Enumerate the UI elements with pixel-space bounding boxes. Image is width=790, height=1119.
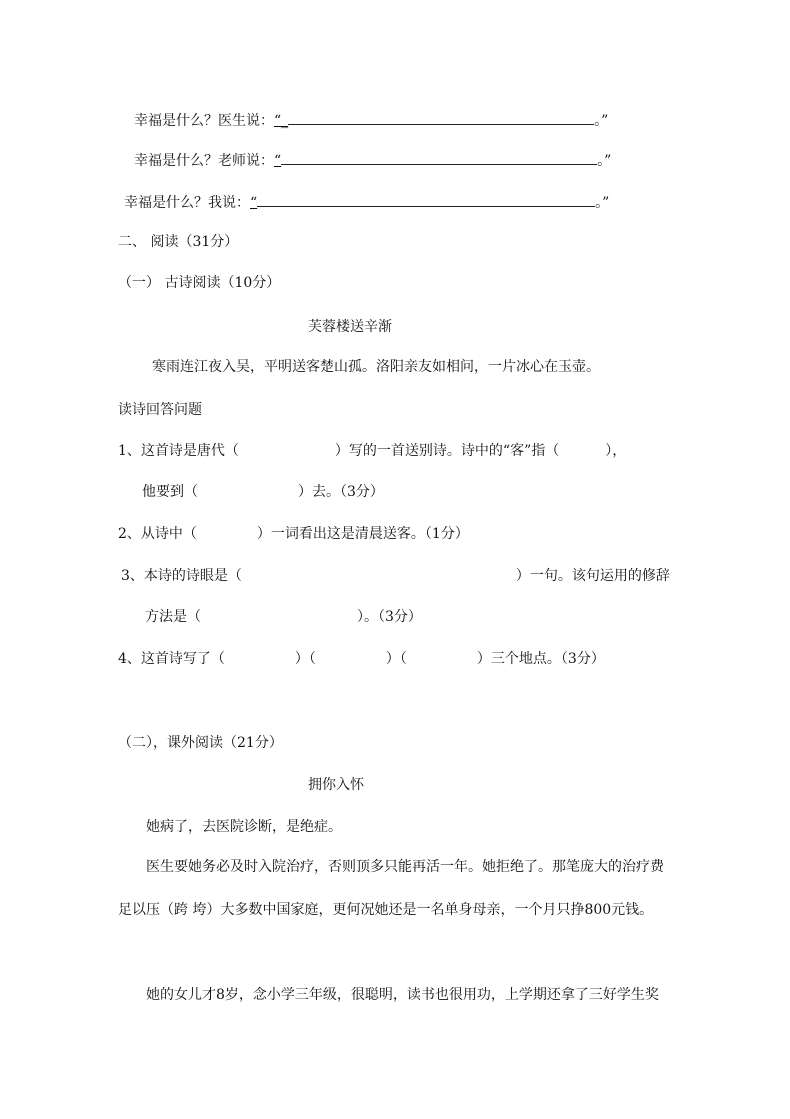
happiness-teacher-line [134, 150, 611, 170]
question-3-line-1 [121, 567, 670, 585]
teacher-prefix: 幸福是什么？老师说： [134, 153, 274, 169]
question-1-line-1 [118, 442, 626, 460]
q1-text-c: ）， [605, 443, 627, 459]
q4-text-a: 4、这首诗写了（ [118, 651, 225, 667]
reading-paragraph-2-line-1: 医生要她务必及时入院治疗，否则顶多只能再活一年。她拒绝了。那笔庞大的治疗费 [146, 859, 664, 875]
q3-text-d: ）。（3分） [357, 609, 422, 625]
poem-title: 芙蓉楼送辛渐 [308, 319, 392, 335]
me-answer-blank[interactable] [257, 192, 595, 207]
me-prefix: 幸福是什么？我说： [124, 195, 250, 211]
q2-text-a: 2、从诗中（ [118, 526, 197, 542]
reading-section-heading: （二），课外阅读（21分） [118, 735, 283, 751]
happiness-me-line [124, 192, 609, 212]
question-4 [118, 650, 605, 668]
q4-text-c: ）（ [385, 651, 407, 667]
q1-text-d: 他要到（ [142, 484, 198, 500]
q3-text-c: 方法是（ [145, 609, 201, 625]
section-reading-heading: 二、 阅读（31分） [118, 234, 239, 250]
poem-section-heading: （一） 古诗阅读（10分） [118, 275, 281, 291]
me-close-quote: 。” [595, 195, 610, 211]
question-3-line-2 [145, 608, 422, 626]
q1-text-a: 1、这首诗是唐代（ [118, 443, 239, 459]
reading-paragraph-3: 她的女儿才8岁，念小学三年级，很聪明，读书也很用功，上学期还拿了三好学生奖 [146, 987, 659, 1003]
doctor-open-quote: “_ [274, 113, 289, 129]
doctor-answer-blank[interactable] [288, 110, 594, 125]
teacher-close-quote: 。” [597, 153, 612, 169]
poem-instruction: 读诗回答问题 [118, 402, 202, 418]
teacher-open-quote: “ [274, 153, 282, 169]
doctor-prefix: 幸福是什么？医生说： [134, 113, 274, 129]
q1-text-b: ）写的一首送别诗。诗中的“客”指（ [334, 443, 560, 459]
q4-text-b: ）（ [294, 651, 316, 667]
reading-paragraph-2-line-2: 足以压（跨 垮）大多数中国家庭，更何况她还是一名单身母亲，一个月只挣800元钱。 [118, 902, 654, 918]
q3-text-a: 3、本诗的诗眼是（ [121, 568, 242, 584]
question-1-line-2 [142, 483, 384, 501]
q4-text-d: ）三个地点。（3分） [476, 651, 605, 667]
question-2 [118, 525, 469, 543]
poem-text: 寒雨连江夜入吴，平明送客楚山孤。洛阳亲友如相问，一片冰心在玉壶。 [152, 359, 600, 375]
happiness-doctor-line [134, 110, 608, 130]
q1-text-e: ）去。（3分） [298, 484, 384, 500]
q2-text-b: ）一词看出这是清晨送客。（1分） [256, 526, 469, 542]
doctor-close-quote: 。” [594, 113, 609, 129]
q3-text-b: ）一句。该句运用的修辞 [515, 568, 670, 584]
teacher-answer-blank[interactable] [281, 150, 597, 165]
reading-title: 拥你入怀 [308, 777, 364, 793]
reading-paragraph-1: 她病了，去医院诊断，是绝症。 [146, 819, 342, 835]
me-open-quote: “ [250, 195, 258, 211]
